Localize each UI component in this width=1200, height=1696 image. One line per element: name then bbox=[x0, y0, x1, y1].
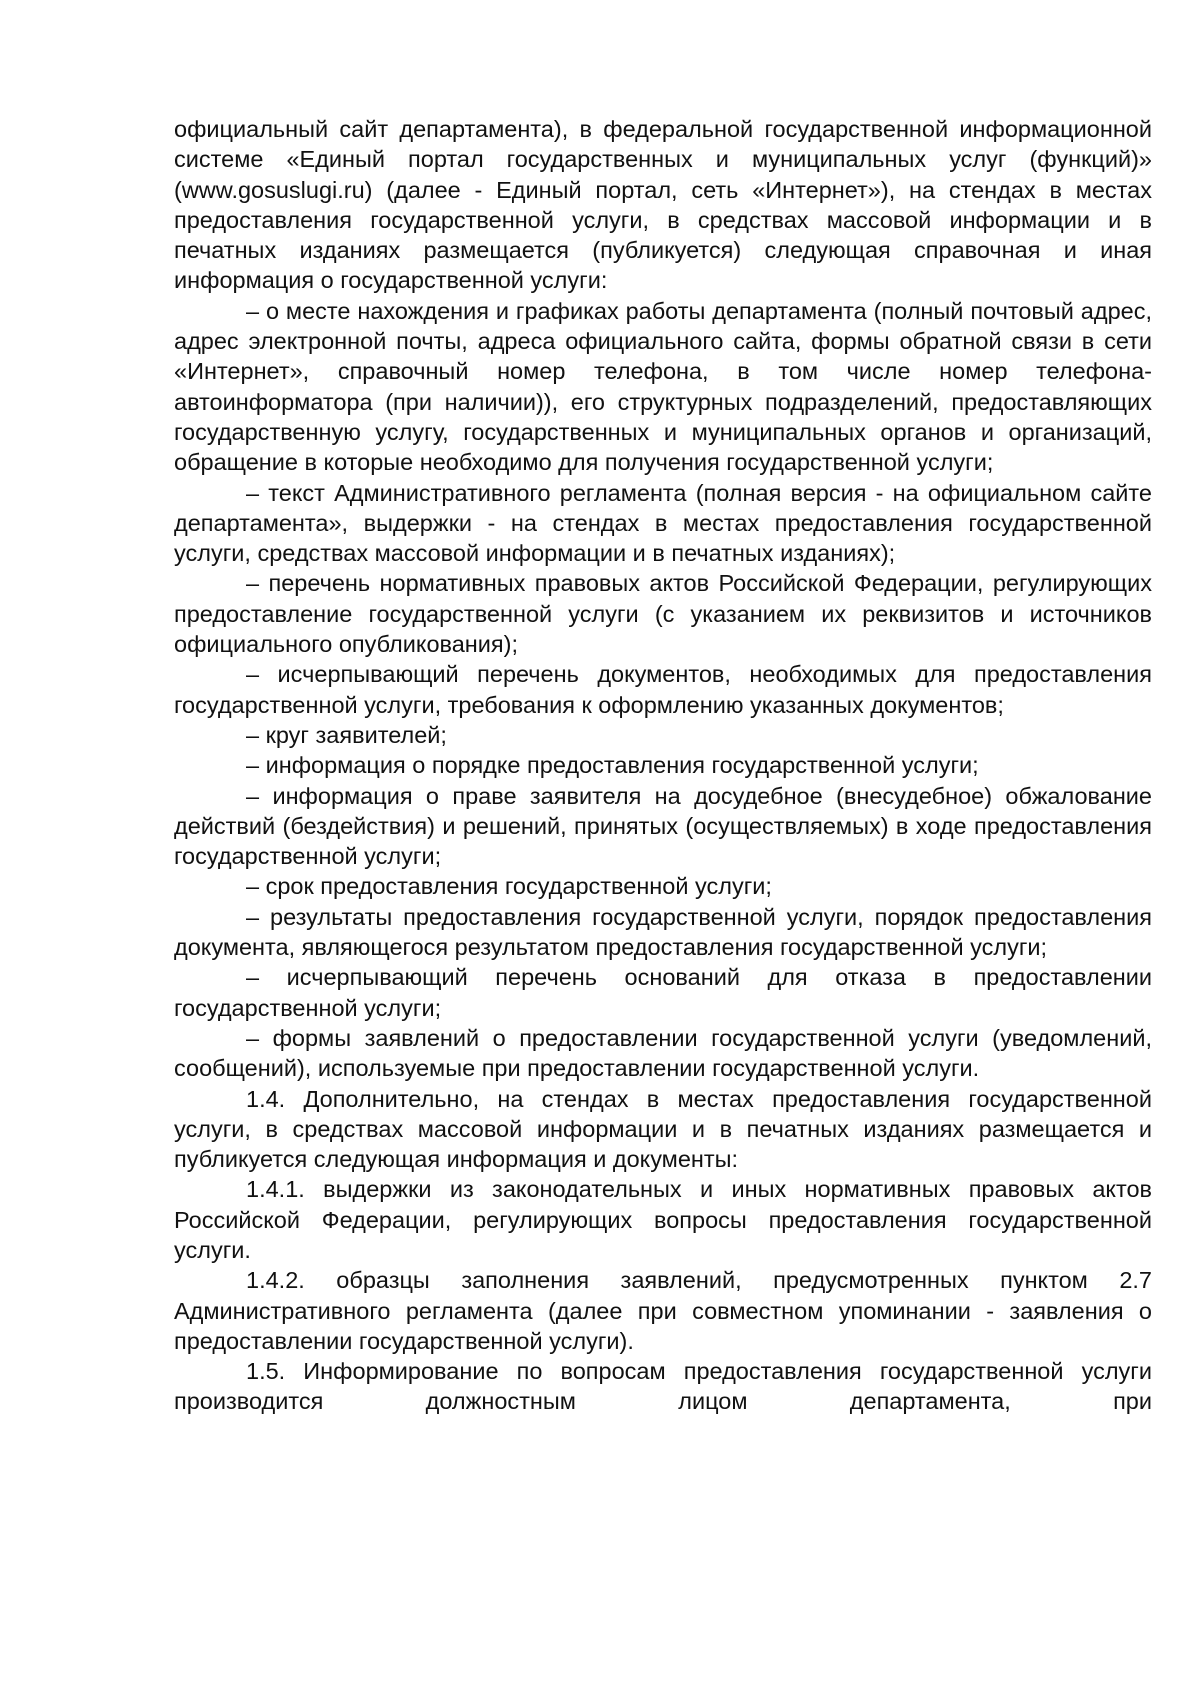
list-item-regulation-text: – текст Административного регламента (полная версия - на официальном сайте департамента», выдержки - на стендах в местах предоставления государственной услуги, средствах массовой информации и в печатных изданиях); bbox=[174, 479, 1152, 567]
section-1-5: 1.5. Информирование по вопросам предоставления государственной услуги производится должностным лицом департамента, при bbox=[174, 1358, 1152, 1415]
document-page bbox=[174, 114, 1152, 1417]
list-item-refusal-grounds: – исчерпывающий перечень оснований для отказа в предоставлении государственной услуги; bbox=[174, 964, 1152, 1021]
list-item-results: – результаты предоставления государственной услуги, порядок предоставления документа, являющегося результатом предоставления государственной услуги; bbox=[174, 903, 1152, 961]
list-item-documents: – исчерпывающий перечень документов, необходимых для предоставления государственной услуги, требования к оформлению указанных документов; bbox=[174, 661, 1152, 718]
section-1-4: 1.4. Дополнительно, на стендах в местах предоставления государственной услуги, в средствах массовой информации и в печатных изданиях размещается и публикуется следующая информация и документы: bbox=[174, 1085, 1152, 1173]
list-item-legal-acts: – перечень нормативных правовых актов Российской Федерации, регулирующих предоставление государственной услуги (с указанием их реквизитов и источников официального опубликования); bbox=[174, 570, 1152, 658]
list-item-appeal-rights: – информация о праве заявителя на досудебное (внесудебное) обжалование действий (бездействия) и решений, принятых (осуществляемых) в ходе предоставления государственной услуги; bbox=[174, 782, 1152, 870]
section-1-4-1: 1.4.1. выдержки из законодательных и иных нормативных правовых актов Российской Федерации, регулирующих вопросы предоставления государственной услуги. bbox=[174, 1176, 1152, 1263]
list-item-procedure: – информация о порядке предоставления государственной услуги; bbox=[246, 752, 979, 779]
list-item-applicants: – круг заявителей; bbox=[246, 721, 447, 748]
list-item-location: – о месте нахождения и графиках работы департамента (полный почтовый адрес, адрес электронной почты, адреса официального сайта, формы обратной связи в сети «Интернет», справочный номер телефона, в том числе номер телефона-автоинформатора (при наличии)), его структурных подразделений, предоставляющих государственную услугу, государственных и муниципальных органов и организаций, обращение в которые необходимо для получения государственной услуги; bbox=[174, 297, 1152, 476]
list-item-forms: – формы заявлений о предоставлении государственной услуги (уведомлений, сообщений), используемые при предоставлении государственной услуги. bbox=[174, 1024, 1152, 1082]
section-1-4-2: 1.4.2. образцы заполнения заявлений, предусмотренных пунктом 2.7 Административного регламента (далее при совместном упоминании - заявления о предоставлении государственной услуги). bbox=[174, 1267, 1152, 1354]
paragraph-intro: официальный сайт департамента), в федеральной государственной информационной системе «Единый портал государственных и муниципальных услуг (функций)» (www.gosuslugi.ru) (далее - Единый портал, сеть «Интернет»), на стендах в местах предоставления государственной услуги, в средствах массовой информации и в печатных изданиях размещается (публикуется) следующая справочная и иная информация о государственной услуги: bbox=[174, 116, 1152, 294]
list-item-term: – срок предоставления государственной услуги; bbox=[246, 873, 772, 900]
